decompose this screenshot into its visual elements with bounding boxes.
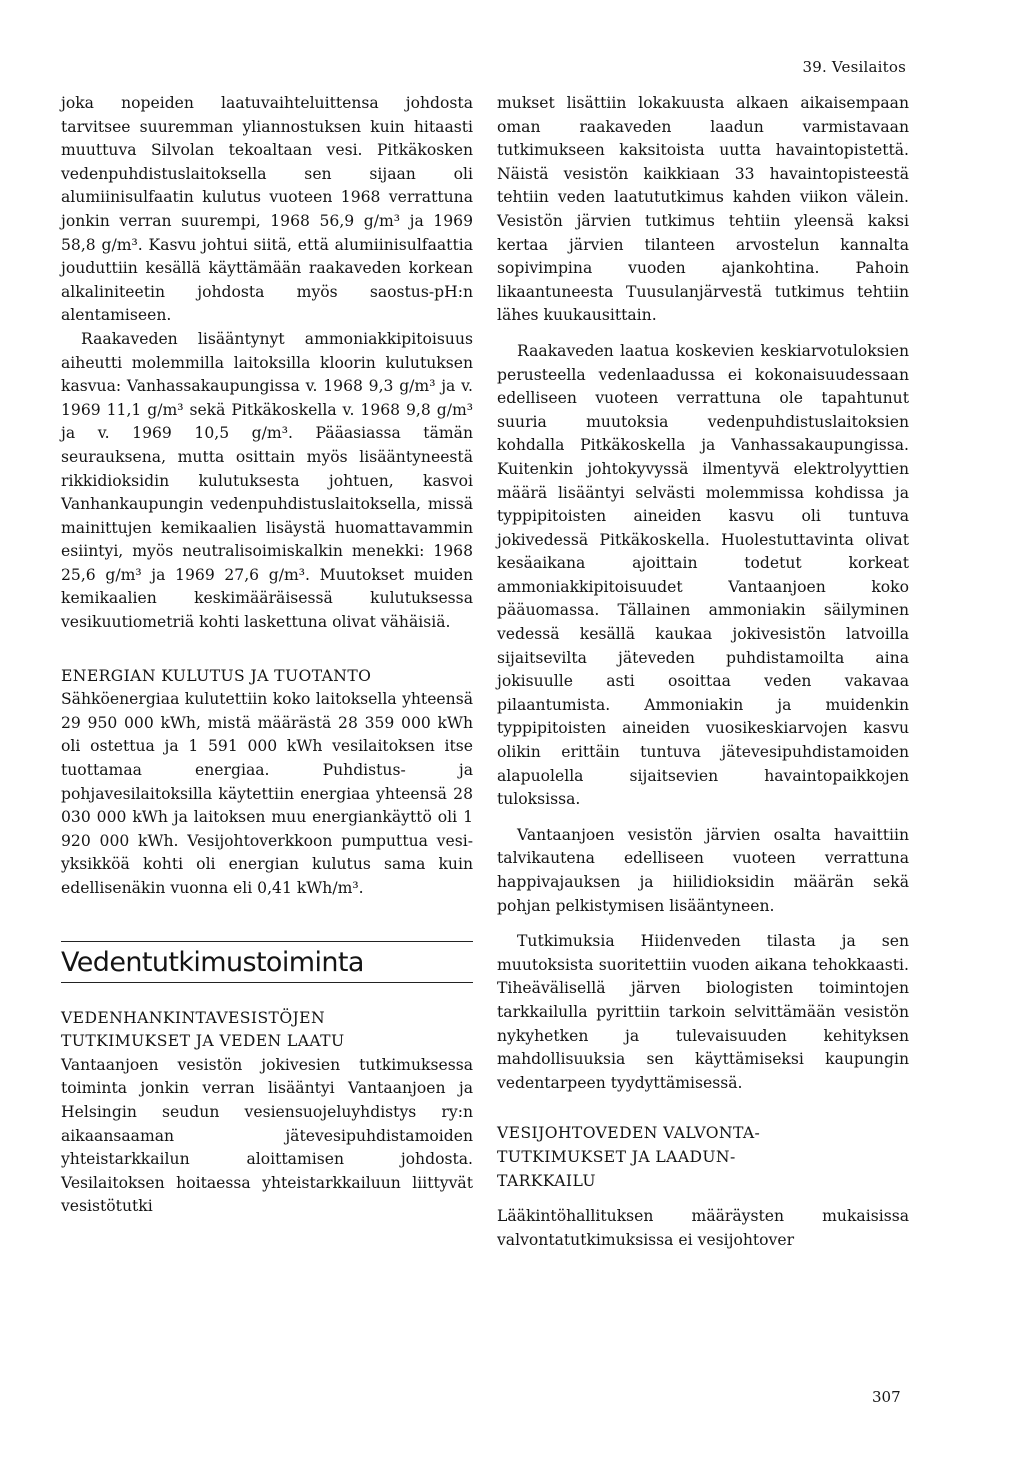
paragraph-control-research: Lääkintöhallituksen määräysten mukaisissa valvontatutkimuksissa ei vesijohtover <box>497 1207 909 1249</box>
heading-control-line-1: VESIJOHTOVEDEN VALVONTA- <box>497 1124 761 1143</box>
heading-energy: ENERGIAN KULUTUS JA TUOTANTO <box>61 666 372 685</box>
paragraph-raw-water-quality: Raakaveden laatua koskevien keskiarvotuloksien perusteella vedenlaadussa ei kokonaisuudessaan edelliseen vuoteen verrattuna ole tapahtunut suuria muutoksia vedenpuhdistuslaitoksien kohdalla Pitkäkoskella ja Vanhassakaupungissa. Kuitenkin johtokyvyssä ilmentyvä elektrolyyttien määrä lisääntyi selvästi molemmissa kohdissa ja typpipitoisten aineiden kasvu oli tuntuva jokivedessä Pitkäkoskella. Huolestuttavinta olivat kesäaikana ajoittain todetut korkeat ammoniakkipitoisuudet Vantaanjoen koko pääuomassa. Tällainen ammoniakin säilyminen vedessä kesällä kaukaa jokivesistön latvoilla sijaitsevilta jäteveden puhdistamoilta aina jokisuulle asti osoittaa veden vakavaa pilaantumista. Ammoniakin ja muidenkin typpipitoisten aineiden vuosikeskiarvojen kasvu olikin erittäin tuntuva jätevesipuhdistamoiden alapuolella sijaitsevien havaintopaikkojen tuloksissa. <box>497 341 909 809</box>
right-column <box>497 92 909 1252</box>
paragraph-observation-points: mukset lisättiin lokakuusta alkaen aikaisempaan oman raakaveden laadun varmistavaan tutkimukseen kaksitoista uutta havaintopistettä. Näistä vesistön kaikkiaan 33 havaintopisteestä tehtiin veden laatututkimus kahden viikon välein. Vesistön järvien tutkimus tehtiin yleensä kaksi kertaa järvien tilanteen arvostelun kannalta sopivimpina vuoden ajankohtina. Pahoin likaantuneesta Tuusulanjärvestä tutkimus tehtiin lähes kuukausittain. <box>497 94 909 325</box>
paragraph-hiidenvesi: Tutkimuksia Hiidenveden tilasta ja sen muutoksista suoritettiin vuoden aikana tehokkaasti. Tiheävälisellä järven biologisten toimintojen tarkkailulla pyrittiin tarkoin selvittämään vesistön nykyhetken ja tulevaisuuden kehityksen mahdollisuuksia sen käyttämiseksi kaupungin vedentarpeen tyydyttämisessä. <box>497 932 909 1092</box>
paragraph-energy: Sähköenergiaa kulutettiin koko laitoksella yhteensä 29 950 000 kWh, mistä määrästä 28 359 000 kWh oli ostettua ja 1 591 000 kWh vesilaitoksen itse tuottamaa energiaa. Puhdistus- ja pohjavesilaitoksilla käytettiin energiaa yhteensä 28 030 000 kWh ja laitoksen muu energiankäyttö oli 1 920 000 kWh. Vesijohtoverkkoon pumputtua vesiyksikköä kohti oli energian kulutus sama kuin edellisenäkin vuonna eli 0,41 kWh/m³. <box>61 690 473 897</box>
chapter-rule-bottom <box>61 982 473 983</box>
page-number: 307 <box>872 1388 901 1406</box>
left-column <box>61 92 473 1219</box>
chapter-title: Vedentutkimustoiminta <box>61 946 364 978</box>
paragraph-river-research: Vantaanjoen vesistön jokivesien tutkimuksessa toiminta jonkin verran lisääntyi Vantaanjoen ja Helsingin seudun vesiensuojeluyhdistys ry:n aikaansaaman jätevesipuhdistamoiden yhteistarkkailun aloittamisen johdosta. Vesilaitoksen hoitaessa yhteistarkkailuun liittyvät vesistötutki <box>61 1055 473 1216</box>
running-head: 39. Vesilaitos <box>802 58 906 76</box>
heading-control-line-3: TARKKAILU <box>497 1171 596 1190</box>
heading-water-research-line-2: TUTKIMUKSET JA VEDEN LAATU <box>61 1032 345 1051</box>
heading-control-line-2: TUTKIMUKSET JA LAADUN- <box>497 1147 736 1166</box>
paragraph-chlorine-consumption: Raakaveden lisääntynyt ammoniakkipitoisuus aiheutti molemmilla laitoksilla kloorin kulutuksen kasvua: Vanhassakaupungissa v. 1968 9,3 g/m³ ja v. 1969 11,1 g/m³ sekä Pitkäkoskella v. 1968 9,8 g/m³ ja v. 1969 10,5 g/m³. Pääasiassa tämän seurauksena, mutta osittain myös lisääntyneestä rikkidioksidin kulutuksesta johtuen, kasvoi Vanhankaupungin vedenpuhdistuslaitoksella, missä mainittujen kemikaalien lisäystä huomattavammin esiintyi, myös neutralisoimiskalkin menekki: 1968 25,6 g/m³ ja 1969 27,6 g/m³. Muutokset muiden kemikaalien keskimääräisessä kulutuksessa vesikuutiometriä kohti laskettuna olivat vähäisiä. <box>61 329 473 632</box>
paragraph-chemical-consumption: joka nopeiden laatuvaihteluittensa johdosta tarvitsee suuremman yliannostuksen kuin hitaasti muuttuva Silvolan tekoaltaan vesi. Pitkäkosken vedenpuhdistuslaitoksella sen sijaan oli alumiinisulfaatin kulutus vuoteen 1968 verrattuna jonkin verran suurempi, 1968 56,9 g/m³ ja 1969 58,8 g/m³. Kasvu johtui siitä, että alumiinisulfaattia jouduttiin kesällä käyttämään raakaveden korkean alkaliniteetin johdosta myös saostus-pH:n alentamiseen. <box>61 94 473 325</box>
paragraph-lakes-winter: Vantaanjoen vesistön järvien osalta havaittiin talvikautena edelliseen vuoteen verrattuna happivajauksen ja hiilidioksidin määrän sekä pohjan pelkistymisen lisääntyneen. <box>497 825 909 915</box>
chapter-rule-top <box>61 941 473 942</box>
heading-water-research-line-1: VEDENHANKINTAVESISTÖJEN <box>61 1008 325 1027</box>
